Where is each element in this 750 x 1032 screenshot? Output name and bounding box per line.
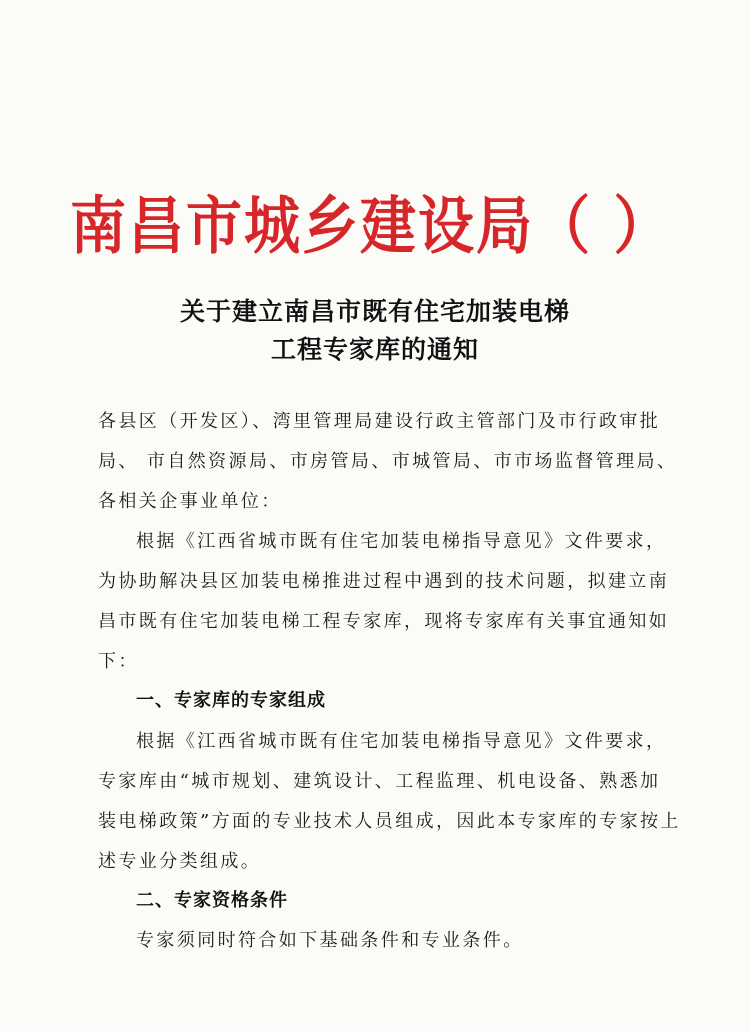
section-1-heading: 一、专家库的专家组成 [136,690,326,711]
notice-title-line-1: 关于建立南昌市既有住宅加装电梯 [179,297,570,326]
section-1-line-3: 装电梯政策”方面的专业技术人员组成，因此本专家库的专家按上 [98,811,681,832]
intro-line-3: 昌市既有住宅加装电梯工程专家库，现将专家库有关事宜通知如 [98,611,670,632]
addressee-line-3: 各相关企事业单位： [98,491,282,512]
addressee-line-2: 局、 市自然资源局、市房管局、市城管局、市市场监督管理局、 [98,451,678,472]
addressee-line-1: 各县区（开发区）、湾里管理局建设行政主管部门及市行政审批 [98,411,661,432]
intro-line-1: 根据《江西省城市既有住宅加装电梯指导意见》文件要求， [136,531,667,552]
intro-line-4: 下： [98,651,139,672]
section-1-line-2: 专家库由“城市规划、建筑设计、工程监理、机电设备、熟悉加 [98,771,661,792]
section-2-heading: 二、专家资格条件 [136,890,288,911]
section-1-line-4: 述专业分类组成。 [98,851,262,872]
notice-title-line-2: 工程专家库的通知 [270,335,479,364]
section-1-line-1: 根据《江西省城市既有住宅加装电梯指导意见》文件要求， [136,731,667,752]
intro-line-2: 为协助解决县区加装电梯推进过程中遇到的技术问题，拟建立南 [98,571,670,592]
section-2-line-1: 专家须同时符合如下基础条件和专业条件。 [136,930,524,951]
letterhead-title: 南昌市城乡建设局（ ） [70,190,672,264]
